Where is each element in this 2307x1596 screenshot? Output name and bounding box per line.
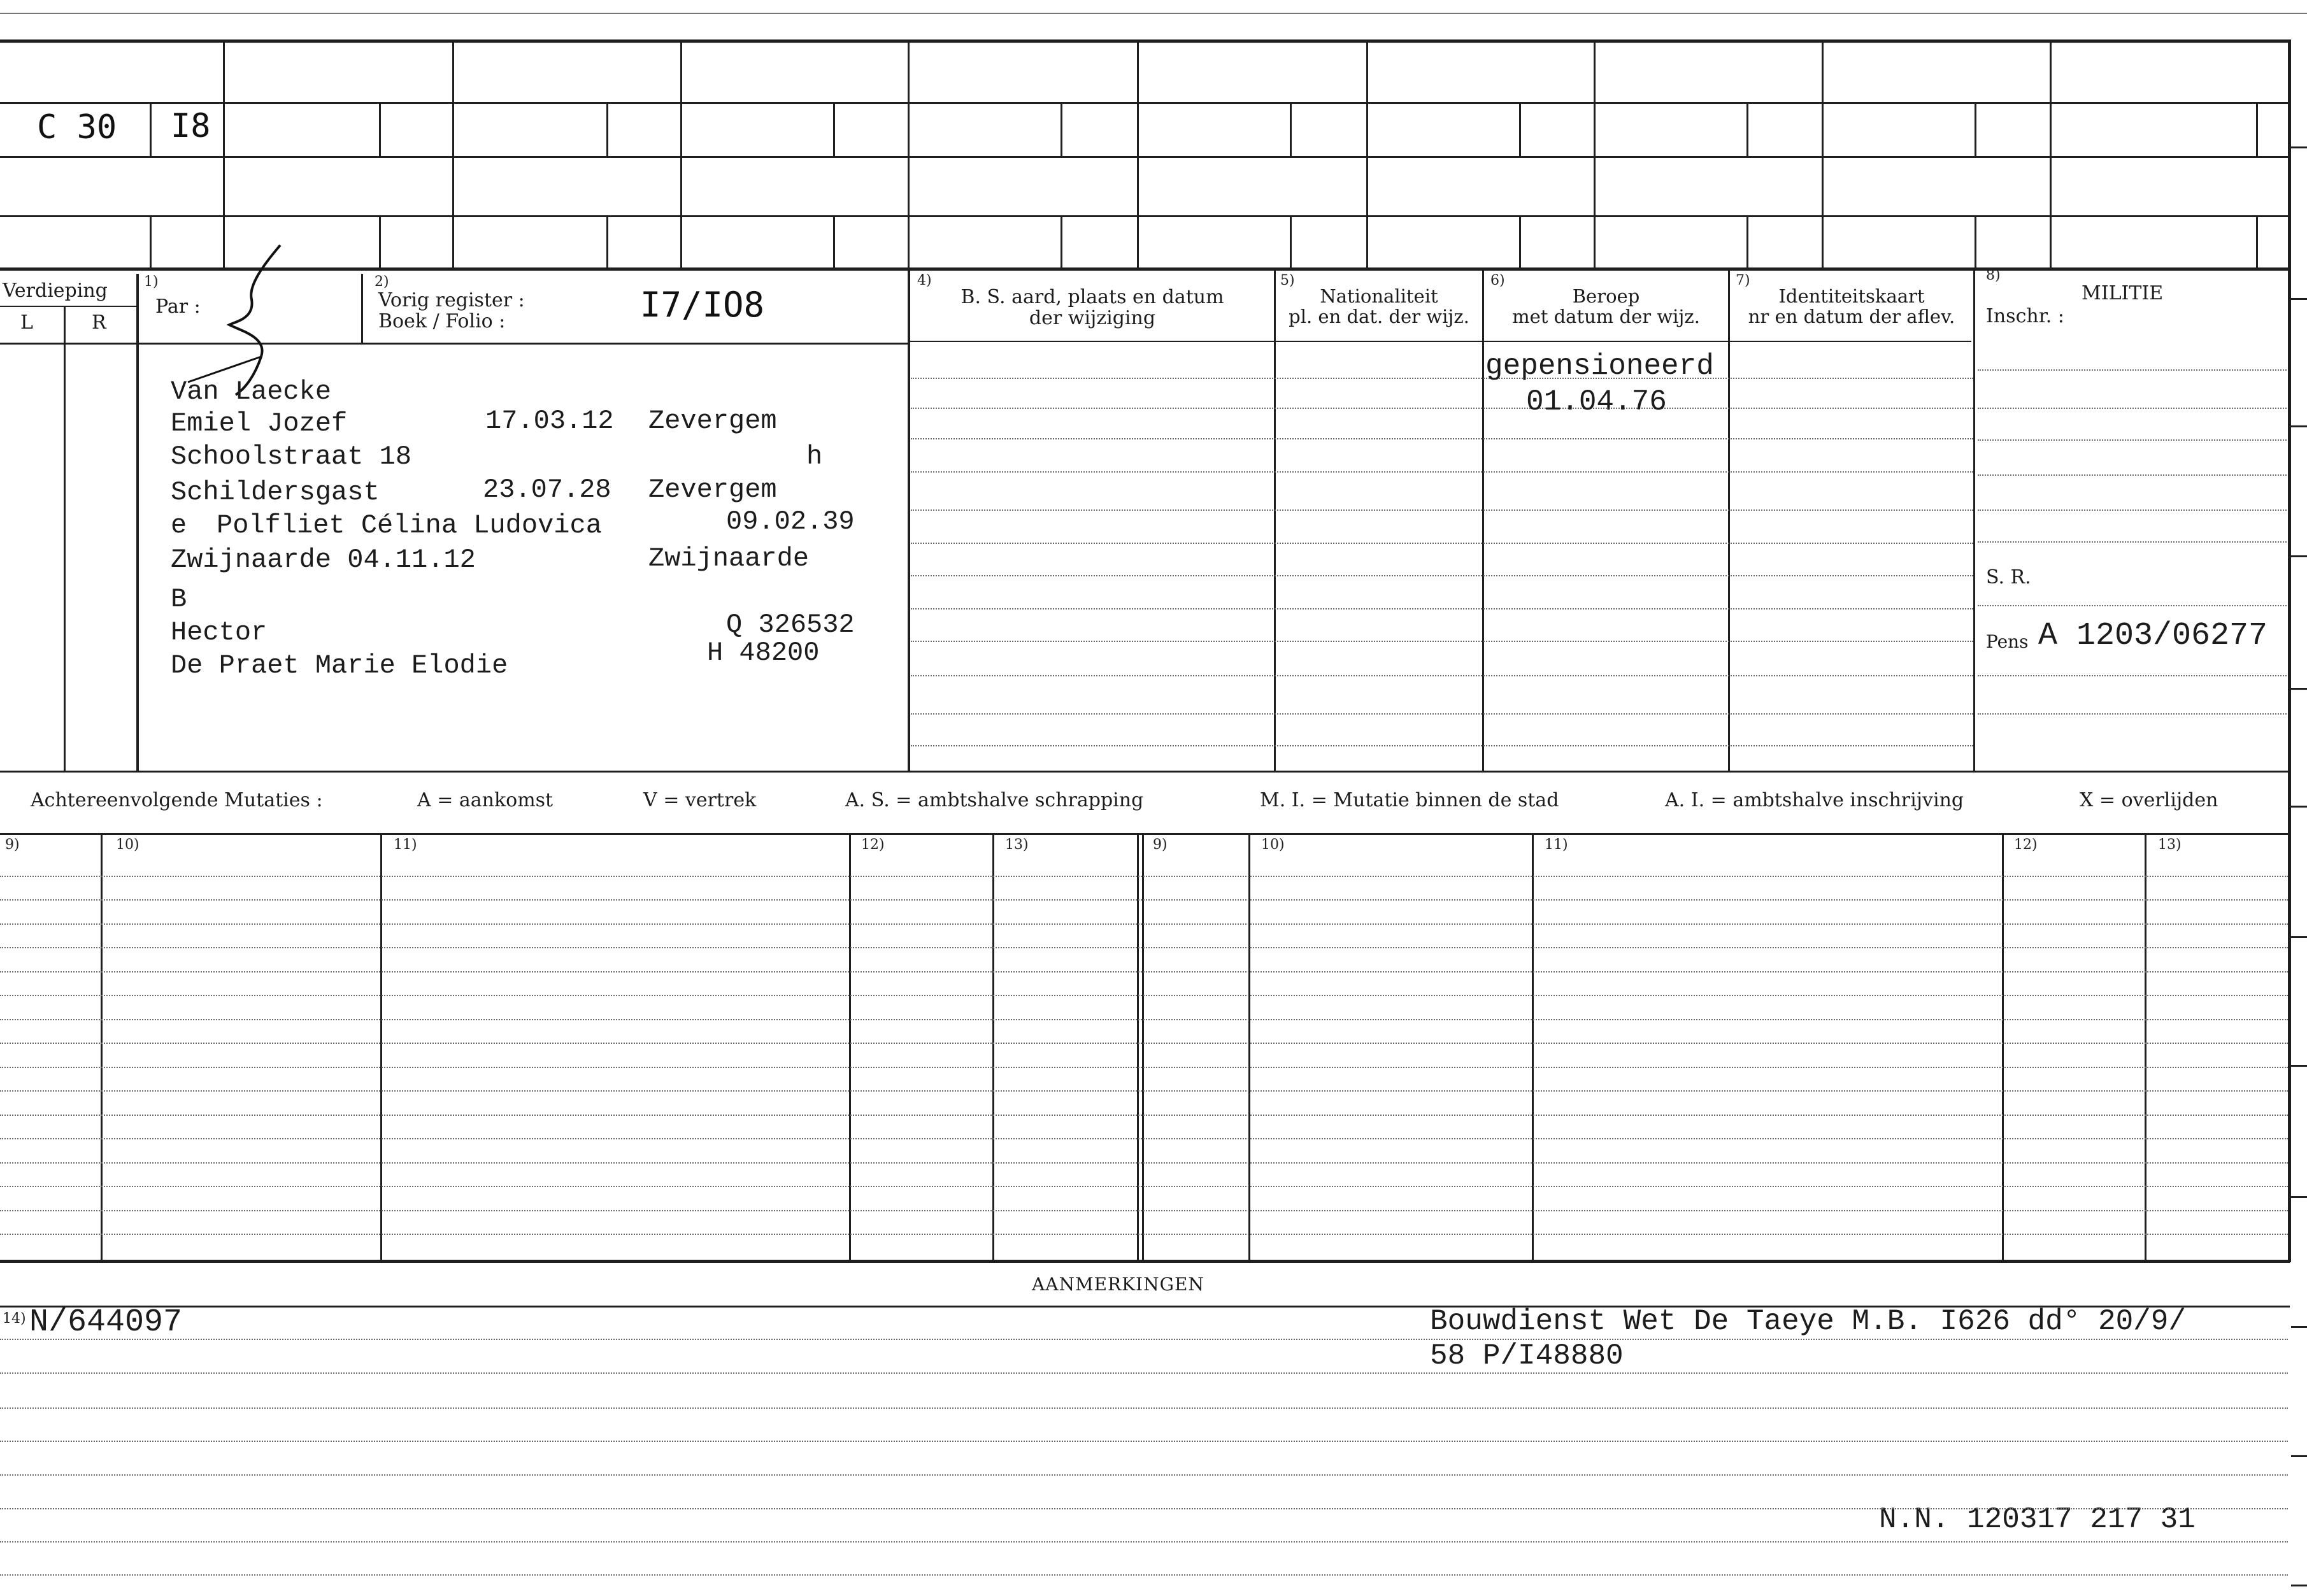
mutation-code-a: A = aankomst [417,789,554,811]
par-number: 1) [144,274,159,290]
code-right: I8 [171,107,211,145]
mutation-code-ai: A. I. = ambtshalve inschrijving [1665,789,1964,811]
previous-register-label: Vorig register : [378,289,525,311]
profession-number: 6) [1490,273,1505,289]
mutation-col-10: 10) [116,837,139,853]
nationality-code: B [171,584,187,615]
previous-register-value: I7/IO8 [640,285,765,325]
remarks-line-2: 58 P/I48880 [1430,1339,1624,1372]
reference-q: Q 326532 [726,609,855,640]
spouse-birthplace: Zwijnaarde [648,543,810,574]
occupation: Schildersgast [171,477,380,508]
military-pens-value: A 1203/06277 [2038,618,2268,654]
military-sr-label: S. R. [1986,566,2031,588]
mutation-code-x: X = overlijden [2080,789,2218,811]
floor-label: Verdieping [3,280,108,302]
floor-r-label: R [92,311,106,334]
birth-date: 17.03.12 [485,406,614,436]
identity-card-number: 7) [1736,273,1750,289]
book-folio-label: Boek / Folio : [378,310,506,332]
military-title: MILITIE [2082,282,2164,304]
address-mark: h [806,441,823,472]
spouse-date: 09.02.39 [726,506,855,537]
remarks-number: 14) [3,1311,26,1327]
address: Schoolstraat 18 [171,441,412,472]
surname: Van Laecke [171,376,332,407]
remarks-title: AANMERKINGEN [1032,1274,1204,1295]
reference-h: H 48200 [707,638,820,668]
profession-label: Beroep met datum der wijz. [1512,285,1700,327]
mother-name: De Praet Marie Elodie [171,650,508,681]
mutation-col-12b: 12) [2014,837,2038,853]
military-number: 8) [1986,267,2001,283]
mutation-col-13: 13) [1005,837,1029,853]
military-pens-label: Pens [1986,631,2029,652]
mutation-code-v: V = vertrek [643,789,757,811]
floor-l-label: L [20,311,33,334]
previous-register-number: 2) [375,274,389,290]
spouse-prefix: e [171,510,187,541]
nationality-label: Nationaliteit pl. en dat. der wijz. [1289,285,1469,327]
mutation-col-11: 11) [394,837,417,853]
registered-place: Zevergem [648,474,777,505]
par-label: Par : [155,296,201,318]
registered-date: 23.07.28 [483,474,611,505]
civil-status-number: 4) [917,273,932,289]
remarks-reference: N/644097 [29,1304,183,1341]
civil-status-label: B. S. aard, plaats en datum der wijziging [961,286,1224,329]
remarks-line-1: Bouwdienst Wet De Taeye M.B. I626 dd° 20/9/ [1430,1305,2186,1338]
mutation-col-12: 12) [861,837,885,853]
nationality-number: 5) [1280,273,1295,289]
profession-date: 01.04.76 [1526,385,1667,418]
birth-place: Zevergem [648,406,777,436]
national-number: N.N. 120317 217 31 [1879,1503,2196,1536]
mutation-col-13b: 13) [2158,837,2182,853]
father-name: Hector [171,617,268,648]
mutation-col-9b: 9) [1153,837,1168,853]
given-names: Emiel Jozef [171,408,348,439]
mutation-col-11b: 11) [1545,837,1568,853]
military-inschr-label: Inschr. : [1986,305,2064,327]
profession-value: gepensioneerd [1485,350,1714,383]
code-left: C 30 [37,108,117,146]
identity-card-label: Identiteitskaart nr en datum der aflev. [1748,285,1955,327]
mutation-col-10b: 10) [1261,837,1285,853]
mutations-title: Achtereenvolgende Mutaties : [31,789,323,811]
mutation-code-as: A. S. = ambtshalve schrapping [845,789,1144,811]
spouse-name: Polfliet Célina Ludovica [217,510,602,541]
spouse-birth: Zwijnaarde 04.11.12 [171,545,476,575]
mutation-col-9: 9) [5,837,20,853]
mutation-code-mi: M. I. = Mutatie binnen de stad [1260,789,1559,811]
